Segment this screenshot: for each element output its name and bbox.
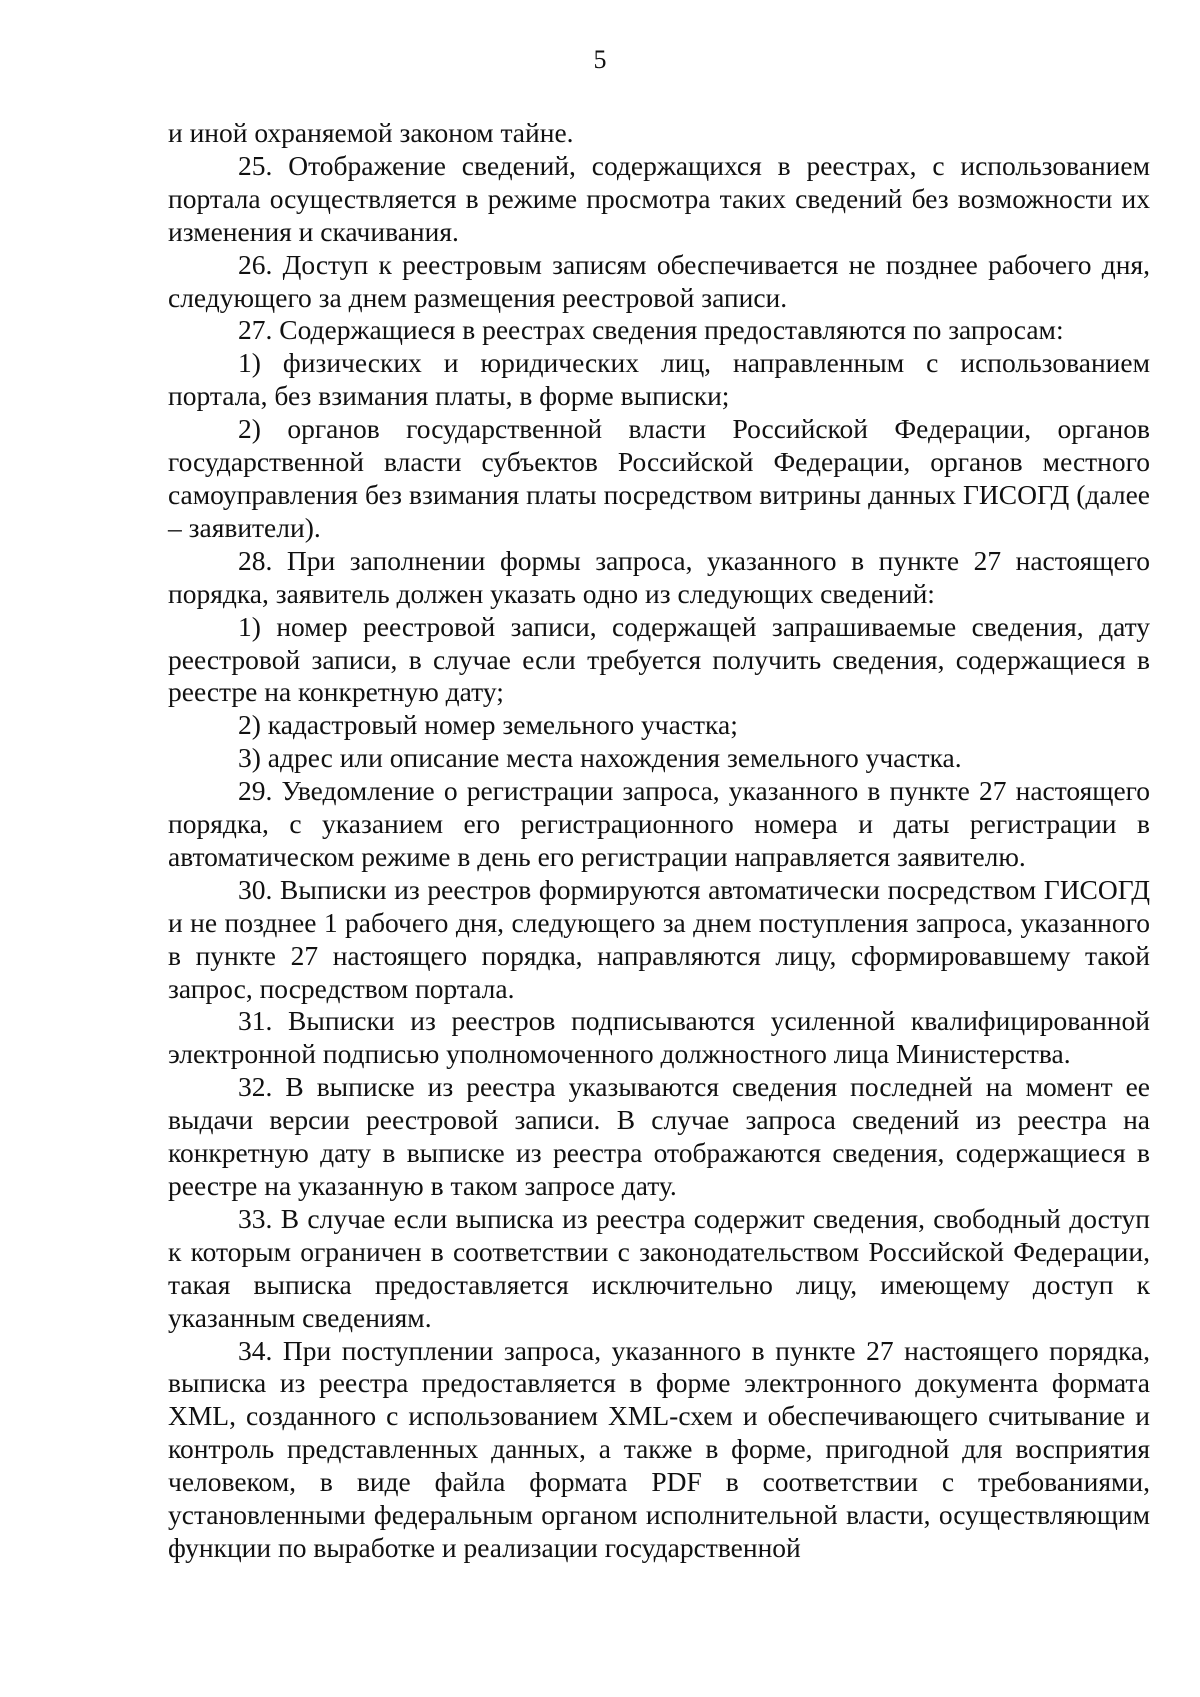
paragraph-26: 26. Доступ к реестровым записям обеспечивается не позднее рабочего дня, следующего за днем размещения реестровой записи. <box>168 248 1150 313</box>
paragraph-33: 33. В случае если выписка из реестра содержит сведения, свободный доступ к которым ограничен в соответствии с законодательством Российской Федерации, такая выписка предоставляется исключительно лицу, имеющему доступ к указанным сведениям. <box>168 1202 1150 1333</box>
paragraph-continuation: и иной охраняемой законом тайне. <box>168 117 574 148</box>
paragraph-29: 29. Уведомление о регистрации запроса, указанного в пункте 27 настоящего порядка, с указанием его регистрационного номера и даты регистрации в автоматическом режиме в день его регистрации направляется заявителю. <box>168 775 1150 872</box>
paragraph-28-item-2: 2) кадастровый номер земельного участка; <box>238 709 738 741</box>
page-number: 5 <box>593 45 607 74</box>
paragraph-27-item-2: 2) органов государственной власти Российской Федерации, органов государственной власти субъектов Российской Федерации, органов местного самоуправления без взимания платы посредством витрины данных ГИСОГД (далее – заявители). <box>168 413 1150 543</box>
paragraph-31: 31. Выписки из реестров подписываются усиленной квалифицированной электронной подписью уполномоченного должностного лица Министерства. <box>168 1005 1150 1070</box>
document-body <box>168 117 1150 1565</box>
paragraph-30: 30. Выписки из реестров формируются автоматически посредством ГИСОГД и не позднее 1 рабочего дня, следующего за днем поступления запроса, указанного в пункте 27 настоящего порядка, направляются лицу, сформировавшему такой запрос, посредством портала. <box>168 873 1150 1004</box>
paragraph-32: 32. В выписке из реестра указываются сведения последней на момент ее выдачи версии реестровой записи. В случае запроса сведений из реестра на конкретную дату в выписке из реестра отображаются сведения, содержащиеся в реестре на указанную в таком запросе дату. <box>168 1071 1150 1201</box>
paragraph-28: 28. При заполнении формы запроса, указанного в пункте 27 настоящего порядка, заявитель должен указать одно из следующих сведений: <box>168 544 1150 609</box>
paragraph-28-item-1: 1) номер реестровой записи, содержащей запрашиваемые сведения, дату реестровой записи, в случае если требуется получить сведения, содержащиеся в реестре на конкретную дату; <box>168 610 1150 708</box>
paragraph-27: 27. Содержащиеся в реестрах сведения предоставляются по запросам: <box>238 314 1064 346</box>
paragraph-28-item-3: 3) адрес или описание места нахождения земельного участка. <box>238 742 962 774</box>
paragraph-34: 34. При поступлении запроса, указанного в пункте 27 настоящего порядка, выписка из реестра предоставляется в форме электронного документа формата XML, созданного с использованием XML-схем и обеспечивающего считывание и контроль представленных данных, а также в форме, пригодной для восприятия человеком, в виде файла формата PDF в соответствии с требованиями, установленными федеральным органом исполнительной власти, осуществляющим функции по выработке и реализации государственной <box>168 1334 1150 1563</box>
paragraph-27-item-1: 1) физических и юридических лиц, направленным с использованием портала, без взимания платы, в форме выписки; <box>168 347 1150 412</box>
paragraph-25: 25. Отображение сведений, содержащихся в реестрах, с использованием портала осуществляется в режиме просмотра таких сведений без возможности их изменения и скачивания. <box>168 149 1150 247</box>
